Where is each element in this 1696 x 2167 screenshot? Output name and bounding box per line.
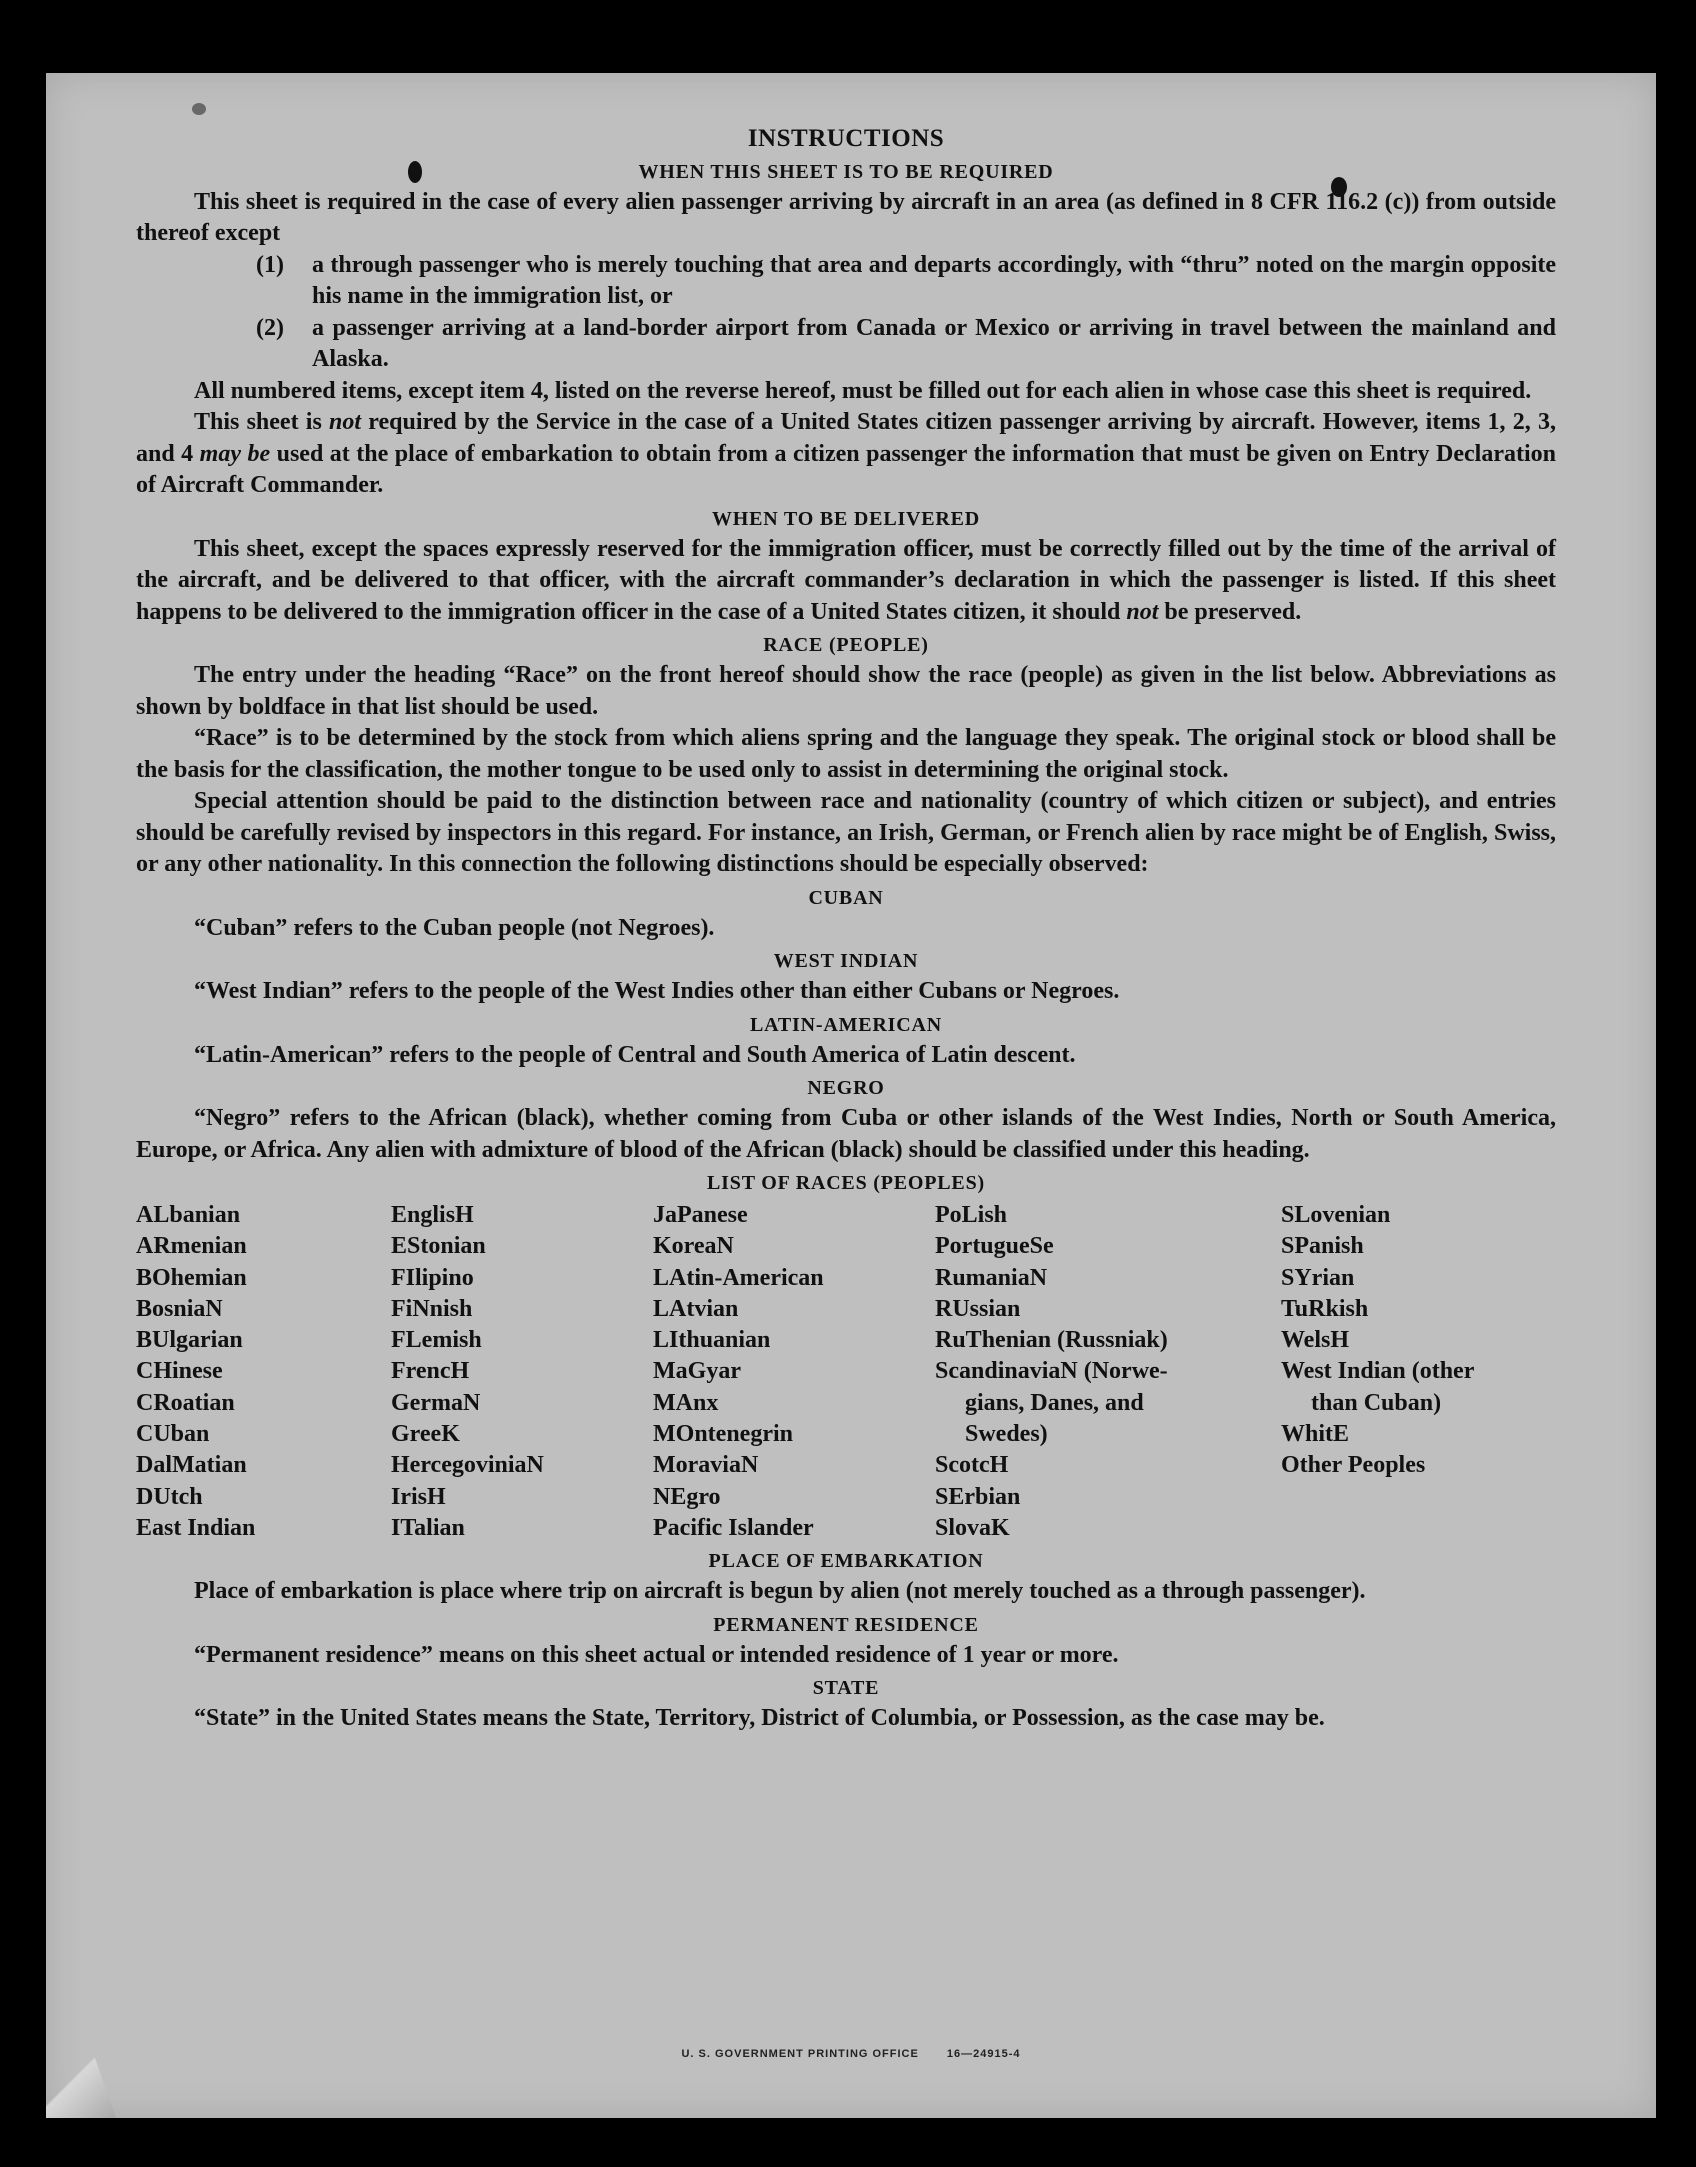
paragraph xyxy=(136,534,1556,629)
section-heading: LIST OF RACES (PEOPLES) xyxy=(707,1172,985,1194)
italic-text: not xyxy=(1126,598,1159,625)
section-heading: WHEN THIS SHEET IS TO BE REQUIRED xyxy=(638,160,1054,183)
race-entry: FLemish xyxy=(391,1327,482,1354)
race-entry: EnglisH xyxy=(391,1202,474,1228)
paragraph: “Negro” refers to the African (black), whether coming from Cuba or other islands of the West Indies, North or South America, Europe, or Africa. Any alien with admixture of blood of the African (black) should be classified under this heading. xyxy=(136,1105,1556,1163)
race-entry: SlovaK xyxy=(935,1514,1010,1541)
stain-mark xyxy=(192,103,206,115)
race-entry: LAtvian xyxy=(653,1295,739,1322)
race-entry: BOhemian xyxy=(136,1264,247,1291)
race-entry: BosniaN xyxy=(136,1295,223,1322)
text-run: This sheet is xyxy=(194,409,330,435)
item-text: a passenger arriving at a land-border airport from Canada or Mexico or arriving in travel between the mainland and Alaska. xyxy=(312,314,1556,372)
section-heading: CUBAN xyxy=(808,886,884,909)
race-entry: SLovenian xyxy=(1281,1202,1391,1228)
race-entry: FIlipino xyxy=(391,1264,474,1291)
race-entry: RuThenian (Russniak) xyxy=(935,1327,1168,1354)
instructions-body xyxy=(136,123,1556,1735)
race-entry: RumaniaN xyxy=(935,1264,1048,1291)
race-entry: GreeK xyxy=(391,1421,460,1448)
race-entry: MOntenegrin xyxy=(653,1421,793,1448)
item-number: (2) xyxy=(256,314,284,341)
form-code: 16—24915-4 xyxy=(946,2048,1021,2060)
race-entry: ALbanian xyxy=(136,1202,241,1228)
section-heading: NEGRO xyxy=(807,1077,885,1099)
italic-text: not xyxy=(329,409,362,435)
race-entry: DalMatian xyxy=(136,1452,247,1479)
paragraph: “West Indian” refers to the people of the West Indies other than either Cubans or Negroes. xyxy=(194,978,1120,1004)
section-heading: LATIN-AMERICAN xyxy=(750,1013,942,1036)
race-entry: MaGyar xyxy=(653,1358,741,1385)
printer-name: U. S. GOVERNMENT PRINTING OFFICE xyxy=(681,2048,919,2060)
paragraph xyxy=(136,407,1556,502)
race-entry: WhitE xyxy=(1281,1421,1350,1448)
paragraph: All numbered items, except item 4, listed on the reverse hereof, must be filled out for each alien in whose case this sheet is required. xyxy=(194,377,1532,404)
text-run: be preserved. xyxy=(1158,598,1302,625)
race-entry: West Indian (other xyxy=(1281,1358,1475,1385)
race-column xyxy=(935,1200,1281,1544)
paragraph: This sheet is required in the case of every alien passenger arriving by aircraft in an area (as defined in 8 CFR 116.2 (c)) from outside thereof except xyxy=(136,188,1556,246)
race-entry: CRoatian xyxy=(136,1389,235,1416)
race-entry: CHinese xyxy=(136,1358,223,1385)
race-entry: ARmenian xyxy=(136,1233,247,1260)
race-entry: PortugueSe xyxy=(935,1233,1054,1260)
text-run: This sheet, except the spaces expressly reserved for the immigration officer, must be correctly filled out by the time of the arrival of the aircraft, and be delivered to that officer, with the aircraft commander’s declaration in which the passenger is listed. If this sheet happens to be delivered to the immigration officer in the case of a United States citizen, it should xyxy=(136,535,1556,625)
paragraph: Place of embarkation is place where trip on aircraft is begun by alien (not merely touched as a through passenger). xyxy=(194,1578,1366,1605)
race-entry: ScotcH xyxy=(935,1452,1009,1479)
paragraph: “Race” is to be determined by the stock from which aliens spring and the language they speak. The original stock or blood shall be the basis for the classification, the mother tongue to be used only to assist in determining the original stock. xyxy=(136,725,1556,783)
race-entry: BUlgarian xyxy=(136,1327,243,1354)
printer-imprint xyxy=(46,2048,1656,2060)
paragraph: “Cuban” refers to the Cuban people (not Negroes). xyxy=(194,914,715,941)
race-entry: MAnx xyxy=(653,1389,719,1416)
race-entry: than Cuban) xyxy=(1311,1389,1442,1416)
race-entry: SErbian xyxy=(935,1483,1021,1510)
section-heading: STATE xyxy=(812,1677,880,1700)
race-entry: KoreaN xyxy=(653,1233,734,1260)
race-entry: LAtin-American xyxy=(653,1264,824,1291)
race-entry: Pacific Islander xyxy=(653,1514,814,1541)
list-item xyxy=(136,250,1556,313)
item-number: (1) xyxy=(256,251,284,278)
race-entry: SPanish xyxy=(1281,1233,1364,1260)
race-column xyxy=(653,1200,935,1544)
section-heading: PERMANENT RESIDENCE xyxy=(713,1613,979,1636)
race-entry: RUssian xyxy=(935,1295,1021,1322)
race-entry: FrencH xyxy=(391,1358,470,1385)
paragraph: “State” in the United States means the State, Territory, District of Columbia, or Possession, as the case may be. xyxy=(194,1705,1325,1732)
race-entry: GermaN xyxy=(391,1389,481,1416)
race-entry: ScandinaviaN (Norwe- xyxy=(935,1358,1168,1385)
race-column xyxy=(391,1200,653,1544)
paragraph: The entry under the heading “Race” on the front hereof should show the race (people) as given in the list below. Abbreviations as shown by boldface in that list should be used. xyxy=(136,662,1556,720)
race-entry: Swedes) xyxy=(965,1421,1048,1448)
race-entry: SYrian xyxy=(1281,1264,1355,1291)
race-entry: PoLish xyxy=(935,1202,1008,1228)
document-sheet xyxy=(46,73,1656,2118)
race-entry: DUtch xyxy=(136,1483,203,1510)
race-entry: IrisH xyxy=(391,1483,446,1510)
page-title: INSTRUCTIONS xyxy=(747,125,945,152)
race-entry: MoraviaN xyxy=(653,1452,759,1479)
item-text: a through passenger who is merely touching that area and departs accordingly, with “thru” noted on the margin opposite his name in the immigration list, or xyxy=(312,251,1556,309)
folded-corner xyxy=(46,2028,116,2118)
race-entry: LIthuanian xyxy=(653,1327,771,1354)
race-entry: East Indian xyxy=(136,1514,256,1541)
list-item xyxy=(136,313,1556,376)
race-entry: Other Peoples xyxy=(1281,1452,1426,1479)
race-entry: HercegoviniaN xyxy=(391,1452,544,1479)
race-entry: WelsH xyxy=(1281,1327,1350,1354)
race-column xyxy=(1281,1200,1551,1544)
text-run: used at the place of embarkation to obtain from a citizen passenger the information that must be given on Entry Declaration of Aircraft Commander. xyxy=(136,440,1557,498)
section-heading: WHEN TO BE DELIVERED xyxy=(711,507,981,530)
paragraph: “Permanent residence” means on this sheet actual or intended residence of 1 year or more. xyxy=(194,1641,1119,1668)
paragraph: “Latin-American” refers to the people of Central and South America of Latin descent. xyxy=(194,1041,1076,1068)
race-entry: ITalian xyxy=(391,1514,465,1541)
paragraph: Special attention should be paid to the distinction between race and nationality (country of which citizen or subject), and entries should be carefully revised by inspectors in this regard. For instance, an Irish, German, or French alien by race might be of English, Swiss, or any other nationality. In this connection the following distinctions should be especially observed: xyxy=(136,788,1556,877)
race-entry: EStonian xyxy=(391,1233,486,1260)
race-entry: TuRkish xyxy=(1281,1295,1369,1322)
race-entry: JaPanese xyxy=(653,1202,748,1228)
race-column xyxy=(136,1200,391,1544)
italic-text: may be xyxy=(199,440,271,467)
section-heading: WEST INDIAN xyxy=(773,950,919,972)
section-heading: PLACE OF EMBARKATION xyxy=(708,1550,984,1573)
race-entry: NEgro xyxy=(653,1483,721,1510)
text-run: required by the Service in the case of a United States citizen passenger arriving by aircraft. However, items 1, 2, 3, and 4 xyxy=(136,409,1557,467)
race-list xyxy=(136,1200,1556,1544)
race-entry: CUban xyxy=(136,1421,210,1448)
race-entry: gians, Danes, and xyxy=(965,1389,1144,1416)
race-entry: FiNnish xyxy=(391,1295,473,1322)
section-heading: RACE (PEOPLE) xyxy=(763,634,929,656)
